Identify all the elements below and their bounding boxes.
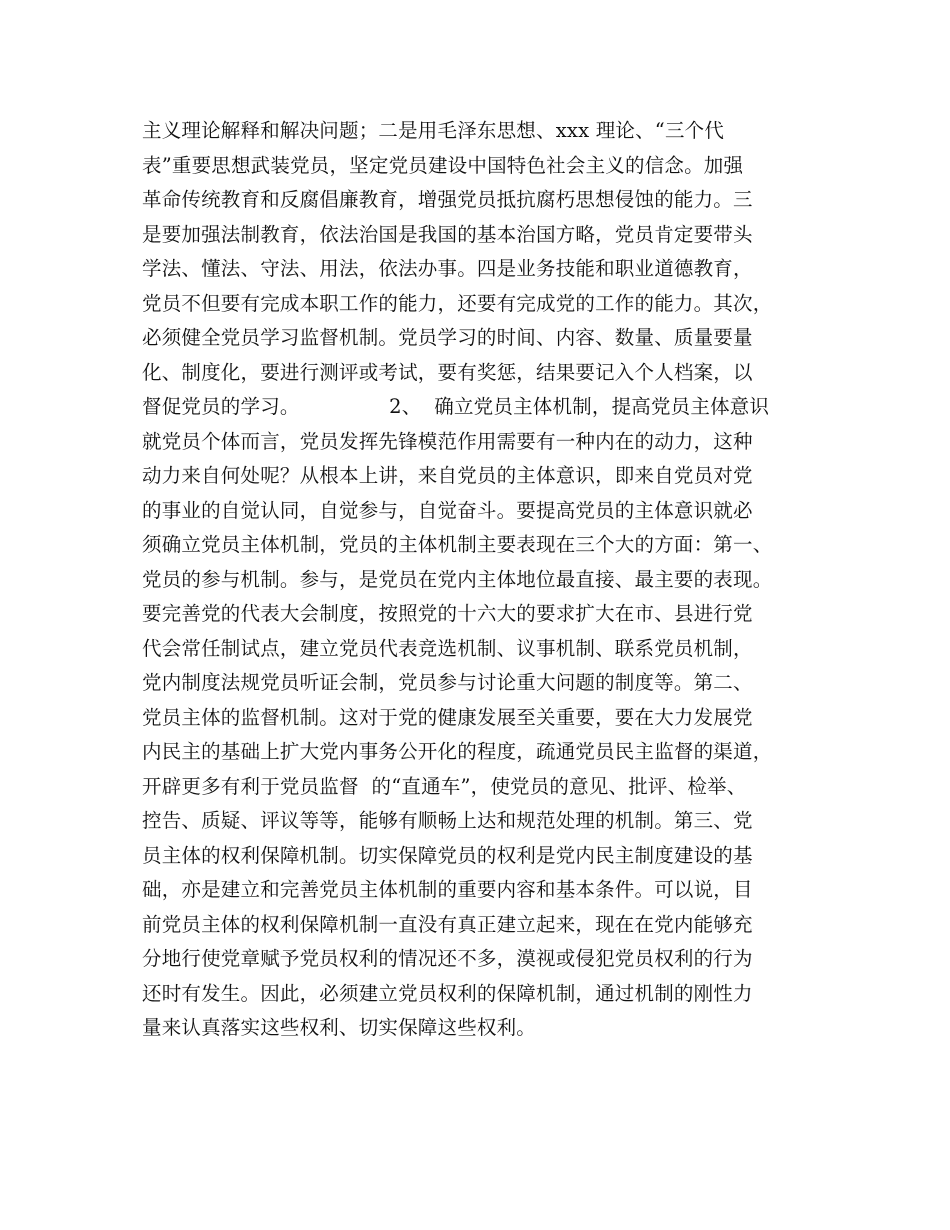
text-line: 化、制度化，要进行测评或考试，要有奖惩，结果要记入个人档案，以 — [142, 360, 753, 384]
text-line: 的事业的自觉认同，自觉参与，自觉奋斗。要提高党员的主体意识就必 — [142, 498, 753, 522]
text-line: 主义理论解释和解决问题；二是用毛泽东思想、xxx 理论、“三个代 — [142, 119, 725, 142]
text-line: 础，亦是建立和完善党员主体机制的重要内容和基本条件。可以说，目 — [142, 878, 753, 901]
text-line: 要完善党的代表大会制度，按照党的十六大的要求扩大在市、县进行党 — [142, 602, 753, 625]
text-line: 督促党员的学习。 2、 确立党员主体机制，提高党员主体意识 — [142, 395, 770, 418]
text-line: 革命传统教育和反腐倡廉教育，增强党员抵抗腐朽思想侵蚀的能力。三 — [142, 188, 753, 211]
text-line: 就党员个体而言，党员发挥先锋模范作用需要有一种内在的动力，这种 — [142, 429, 753, 453]
text-line: 开辟更多有利于党员监督 的“直通车”，使党员的意见、批评、检举、 — [142, 774, 747, 798]
text-line: 量来认真落实这些权利、切实保障这些权利。 — [142, 1016, 537, 1039]
text-line: 学法、懂法、守法、用法，依法办事。四是业务技能和职业道德教育， — [142, 257, 753, 280]
text-line: 党员不但要有完成本职工作的能力，还要有完成党的工作的能力。其次， — [142, 291, 773, 315]
text-line: 内民主的基础上扩大党内事务公开化的程度，疏通党员民主监督的渠道， — [142, 740, 773, 763]
text-line: 动力来自何处呢？从根本上讲，来自党员的主体意识，即来自党员对党 — [142, 464, 753, 487]
body-text — [142, 114, 842, 1046]
text-line: 党内制度法规党员听证会制，党员参与讨论重大问题的制度等。第二、 — [142, 671, 753, 694]
text-line: 分地行使党章赋予党员权利的情况还不多，漠视或侵犯党员权利的行为 — [142, 947, 753, 970]
text-line: 党员主体的监督机制。这对于党的健康发展至关重要，要在大力发展党 — [142, 705, 753, 729]
text-line: 党员的参与机制。参与，是党员在党内主体地位最直接、最主要的表现。 — [142, 567, 773, 591]
text-line: 是要加强法制教育，依法治国是我国的基本治国方略，党员肯定要带头 — [142, 222, 753, 246]
text-line: 控告、质疑、评议等等，能够有顺畅上达和规范处理的机制。第三、党 — [142, 809, 753, 832]
text-line: 还时有发生。因此，必须建立党员权利的保障机制，通过机制的刚性力 — [142, 981, 753, 1005]
text-line: 员主体的权利保障机制。切实保障党员的权利是党内民主制度建设的基 — [142, 843, 753, 867]
text-line: 须确立党员主体机制，党员的主体机制主要表现在三个大的方面：第一、 — [142, 533, 773, 556]
text-line: 代会常任制试点，建立党员代表竞选机制、议事机制、联系党员机制， — [142, 636, 753, 660]
text-line: 必须健全党员学习监督机制。党员学习的时间、内容、数量、质量要量 — [142, 326, 753, 349]
text-line: 表”重要思想武装党员，坚定党员建设中国特色社会主义的信念。加强 — [142, 153, 744, 177]
text-line: 前党员主体的权利保障机制一直没有真正建立起来，现在在党内能够充 — [142, 912, 753, 936]
